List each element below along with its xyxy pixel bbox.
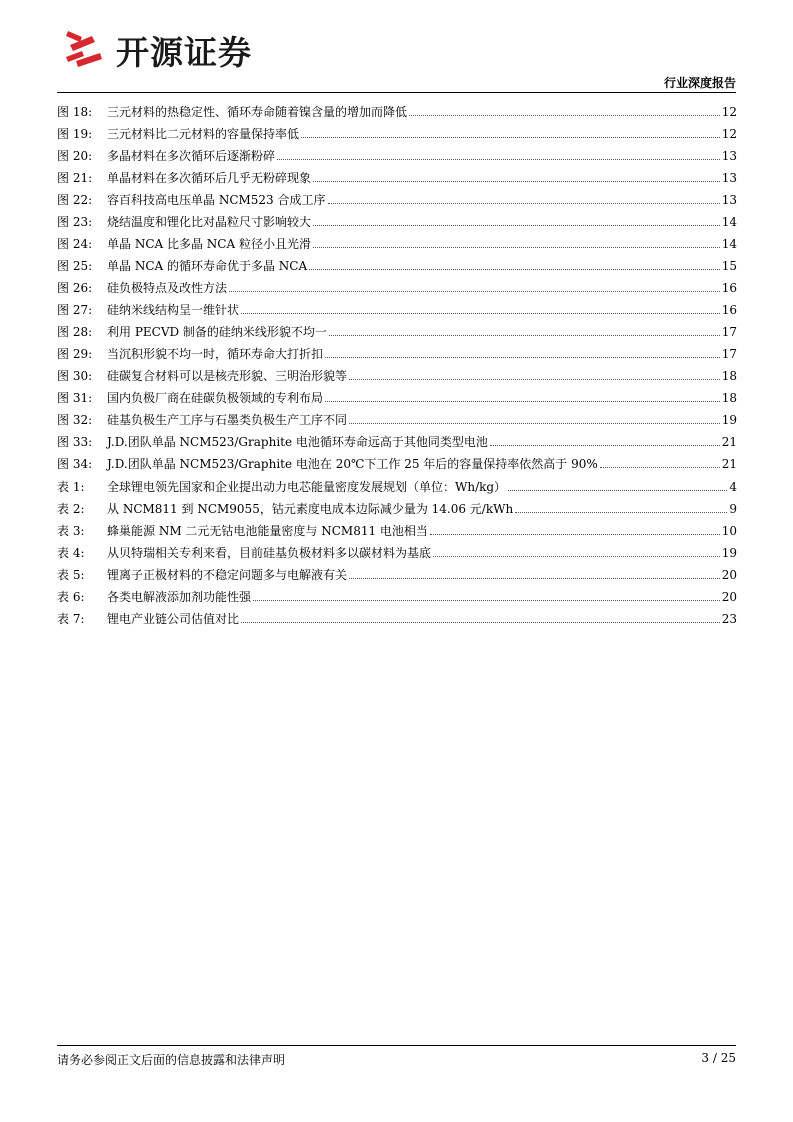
- entry-label: 图 23:: [57, 215, 93, 229]
- entry-page-number: 23: [721, 612, 737, 626]
- entry-title: 全球锂电领先国家和企业提出动力电芯能量密度发展规划（单位：Wh/kg）: [107, 480, 507, 494]
- entry-title: 硅基负极生产工序与石墨类负极生产工序不同: [107, 413, 348, 427]
- entry-label: 图 20:: [57, 149, 93, 163]
- dot-leader: [515, 511, 727, 513]
- entry-page-number: 17: [721, 347, 737, 361]
- entry-title: 多晶材料在多次循环后逐渐粉碎: [107, 149, 276, 163]
- toc-entry[interactable]: [57, 340, 737, 362]
- dot-leader: [229, 290, 720, 292]
- entry-label: 图 28:: [57, 325, 93, 339]
- toc-entry[interactable]: [57, 384, 737, 406]
- figure-index-list: [57, 98, 737, 472]
- entry-title: 三元材料比二元材料的容量保持率低: [107, 127, 300, 141]
- entry-label: 图 33:: [57, 435, 93, 449]
- footer-disclaimer: 请务必参阅正文后面的信息披露和法律声明: [57, 1053, 286, 1067]
- entry-page-number: 18: [721, 391, 737, 405]
- entry-label: 表 1:: [57, 480, 85, 494]
- entry-label: 图 18:: [57, 105, 93, 119]
- dot-leader: [325, 356, 720, 358]
- entry-label: 图 27:: [57, 303, 93, 317]
- entry-title: J.D.团队单晶 NCM523/Graphite 电池在 20℃下工作 25 年后的容量保持率依然高于 90%: [107, 457, 598, 471]
- entry-label: 图 31:: [57, 391, 93, 405]
- entry-page-number: 13: [721, 193, 737, 207]
- footer-divider: [57, 1045, 736, 1046]
- dot-leader: [433, 555, 720, 557]
- entry-page-number: 14: [721, 237, 737, 251]
- toc-entry[interactable]: [57, 473, 737, 495]
- entry-title: 锂电产业链公司估值对比: [107, 612, 240, 626]
- entry-label: 图 21:: [57, 171, 93, 185]
- entry-label: 图 25:: [57, 259, 93, 273]
- table-index-list: [57, 473, 737, 627]
- entry-title: 硅纳米线结构呈一维针状: [107, 303, 240, 317]
- toc-entry[interactable]: [57, 495, 737, 517]
- dot-leader: [430, 533, 720, 535]
- header-divider: [57, 92, 736, 93]
- logo-text: 开源证券: [116, 32, 252, 72]
- dot-leader: [349, 422, 720, 424]
- entry-title: 从贝特瑞相关专利来看，目前硅基负极材料多以碳材料为基底: [107, 546, 432, 560]
- toc-entry[interactable]: [57, 428, 737, 450]
- dot-leader: [313, 180, 720, 182]
- entry-label: 图 32:: [57, 413, 93, 427]
- toc-entry[interactable]: [57, 517, 737, 539]
- dot-leader: [490, 444, 720, 446]
- entry-title: 硅负极特点及改性方法: [107, 281, 228, 295]
- entry-label: 图 22:: [57, 193, 93, 207]
- dot-leader: [241, 621, 720, 623]
- entry-title: 从 NCM811 到 NCM9055，钴元素度电成本边际减少量为 14.06 元/kWh: [107, 502, 514, 516]
- entry-label: 图 19:: [57, 127, 93, 141]
- dot-leader: [301, 136, 720, 138]
- toc-entry[interactable]: [57, 406, 737, 428]
- toc-entry[interactable]: [57, 583, 737, 605]
- entry-title: 容百科技高电压单晶 NCM523 合成工序: [107, 193, 326, 207]
- entry-title: 利用 PECVD 制备的硅纳米线形貌不均一: [107, 325, 327, 339]
- entry-title: 各类电解液添加剂功能性强: [107, 590, 252, 604]
- dot-leader: [349, 577, 720, 579]
- entry-page-number: 18: [721, 369, 737, 383]
- entry-title: 锂离子正极材料的不稳定问题多与电解液有关: [107, 568, 348, 582]
- dot-leader: [313, 224, 720, 226]
- entry-page-number: 16: [721, 303, 737, 317]
- logo-mark-icon: [62, 27, 106, 73]
- toc-entry[interactable]: [57, 142, 737, 164]
- entry-page-number: 21: [721, 435, 737, 449]
- dot-leader: [277, 158, 720, 160]
- entry-title: 蜂巢能源 NM 二元无钴电池能量密度与 NCM811 电池相当: [107, 524, 428, 538]
- entry-label: 图 24:: [57, 237, 93, 251]
- toc-entry[interactable]: [57, 98, 737, 120]
- entry-label: 图 29:: [57, 347, 93, 361]
- dot-leader: [508, 489, 727, 491]
- toc-entry[interactable]: [57, 186, 737, 208]
- entry-page-number: 12: [721, 105, 737, 119]
- entry-label: 表 4:: [57, 546, 85, 560]
- toc-entry[interactable]: [57, 539, 737, 561]
- entry-page-number: 15: [721, 259, 737, 273]
- entry-title: 单晶 NCA 的循环寿命优于多晶 NCA: [107, 259, 308, 273]
- dot-leader: [325, 400, 720, 402]
- report-type-label: 行业深度报告: [663, 76, 736, 90]
- entry-label: 图 34:: [57, 457, 93, 471]
- dot-leader: [309, 268, 720, 270]
- toc-entry[interactable]: [57, 561, 737, 583]
- entry-label: 图 26:: [57, 281, 93, 295]
- toc-entry[interactable]: [57, 252, 737, 274]
- toc-entry[interactable]: [57, 208, 737, 230]
- entry-title: J.D.团队单晶 NCM523/Graphite 电池循环寿命远高于其他同类型电池: [107, 435, 488, 449]
- toc-entry[interactable]: [57, 318, 737, 340]
- dot-leader: [409, 114, 720, 116]
- entry-page-number: 13: [721, 149, 737, 163]
- entry-title: 烧结温度和锂化比对晶粒尺寸影响较大: [107, 215, 312, 229]
- toc-entry[interactable]: [57, 230, 737, 252]
- entry-page-number: 16: [721, 281, 737, 295]
- entry-label: 表 5:: [57, 568, 85, 582]
- entry-page-number: 19: [721, 546, 737, 560]
- entry-page-number: 19: [721, 413, 737, 427]
- entry-page-number: 17: [721, 325, 737, 339]
- toc-entry[interactable]: [57, 450, 737, 472]
- entry-page-number: 21: [721, 457, 737, 471]
- entry-title: 硅碳复合材料可以是核壳形貌、三明治形貌等: [107, 369, 348, 383]
- entry-page-number: 20: [721, 590, 737, 604]
- entry-title: 当沉积形貌不均一时，循环寿命大打折扣: [107, 347, 324, 361]
- dot-leader: [241, 312, 720, 314]
- toc-entry[interactable]: [57, 362, 737, 384]
- dot-leader: [329, 334, 720, 336]
- toc-entry[interactable]: [57, 164, 737, 186]
- company-logo: [62, 26, 252, 74]
- entry-page-number: 9: [729, 502, 737, 516]
- dot-leader: [328, 202, 720, 204]
- entry-label: 表 6:: [57, 590, 85, 604]
- entry-title: 单晶材料在多次循环后几乎无粉碎现象: [107, 171, 312, 185]
- entry-title: 三元材料的热稳定性、循环寿命随着镍含量的增加而降低: [107, 105, 408, 119]
- toc-entry[interactable]: [57, 274, 737, 296]
- toc-entry[interactable]: [57, 120, 737, 142]
- entry-label: 表 3:: [57, 524, 85, 538]
- entry-label: 表 2:: [57, 502, 85, 516]
- entry-label: 表 7:: [57, 612, 85, 626]
- dot-leader: [349, 378, 720, 380]
- page-number: 3 / 25: [701, 1051, 736, 1065]
- dot-leader: [313, 246, 720, 248]
- entry-title: 国内负极厂商在硅碳负极领域的专利布局: [107, 391, 324, 405]
- entry-page-number: 14: [721, 215, 737, 229]
- entry-page-number: 12: [721, 127, 737, 141]
- toc-entry[interactable]: [57, 296, 737, 318]
- entry-page-number: 13: [721, 171, 737, 185]
- dot-leader: [600, 466, 720, 468]
- entry-page-number: 20: [721, 568, 737, 582]
- entry-title: 单晶 NCA 比多晶 NCA 粒径小且光滑: [107, 237, 311, 251]
- entry-page-number: 10: [721, 524, 737, 538]
- entry-label: 图 30:: [57, 369, 93, 383]
- toc-entry[interactable]: [57, 605, 737, 627]
- dot-leader: [253, 599, 720, 601]
- entry-page-number: 4: [729, 480, 737, 494]
